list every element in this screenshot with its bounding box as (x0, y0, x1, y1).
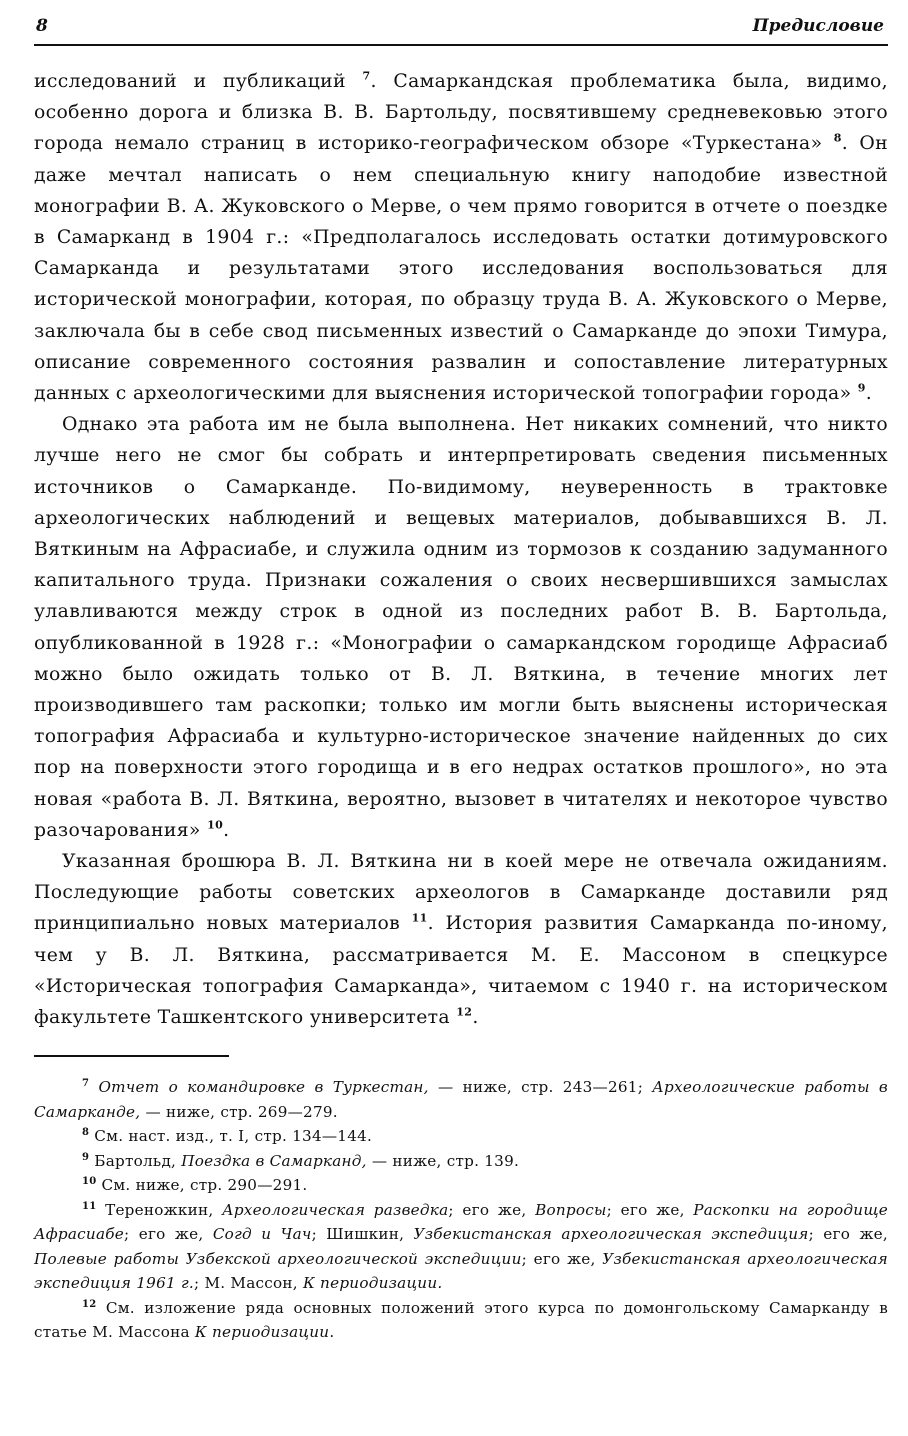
text-run: . История развития Самарканда по-иному, чем у В. Л. Вяткина, рассматривается М. Е. Массоном в спецкурсе «Историческая топография Самарканда», читаемом с 1940 г. на историческом факультете Ташкентского университета (34, 913, 888, 1029)
page-number: 8 (36, 16, 48, 36)
text-run: См. наст. изд., т. I, стр. 134—144. (94, 1127, 373, 1146)
text-run: . Самаркандская проблематика была, видимо, особенно дорога и близка В. В. Бартольду, посвятившему средневековью этого города немало страниц в историко-географическом обзоре «Туркестана» (34, 71, 888, 155)
footnote-ref-7: 7 (362, 69, 371, 83)
text-run: ; М. Массон, (194, 1274, 303, 1293)
text-run: . (472, 1007, 479, 1029)
running-title: Предисловие (752, 16, 884, 36)
main-text (34, 66, 888, 1033)
citation-title: Полевые работы Узбекской археологической экспедиции (34, 1249, 522, 1268)
footnote-number: 12 (82, 1298, 97, 1310)
text-run: Однако эта работа им не была выполнена. Нет никаких сомнений, что никто лучше него не смог бы собрать и интерпретировать сведения письменных источников о Самарканде. По-видимому, неуверенность в трактовке археологических наблюдений и вещевых материалов, добывавшихся В. Л. Вяткиным на Афрасиабе, и служила одним из тормозов к созданию задуманного капитального труда. Признаки сожаления о своих несвершившихся замыслах улавливаются между строк в одной из последних работ В. В. Бартольда, опубликованной в 1928 г.: «Монографии о самаркандском городище Афрасиаб можно было ожидать только от В. Л. Вяткина, в течение многих лет производившего там раскопки; только им могли быть выяснены историческая топография Афрасиаба и культурно-историческое значение найденных до сих пор на поверхности этого городища и в его недрах остатков прошлого», но эта новая «работа В. Л. Вяткина, вероятно, вызовет в читателях и некоторое чувство разочарования» (34, 414, 888, 841)
citation-title: К периодизации (194, 1323, 330, 1342)
book-page (34, 12, 888, 1422)
footnote-10 (34, 1173, 888, 1198)
footnote-ref-8: 8 (833, 132, 842, 146)
footnote-9 (34, 1149, 888, 1174)
text-run: ; его же, (521, 1249, 603, 1268)
footnote-ref-9: 9 (857, 381, 866, 395)
text-run: — ниже, стр. 269—279. (140, 1102, 338, 1121)
footnote-number: 10 (82, 1176, 97, 1188)
text-run: ; его же, (808, 1225, 888, 1244)
text-run: ; Шишкин, (311, 1225, 414, 1244)
text-run: Указанная брошюра В. Л. Вяткина ни в коей мере не отвечала ожиданиям. Последующие работы советских археологов в Самарканде доставили ряд принципиально новых материалов (34, 851, 888, 935)
footnote-8 (34, 1124, 888, 1149)
footnotes (34, 1075, 888, 1345)
text-run: ; его же, (448, 1200, 536, 1219)
page-header (34, 12, 888, 46)
footnote-number: 11 (82, 1200, 97, 1212)
paragraph-2 (34, 409, 888, 846)
text-run: . Он даже мечтал написать о нем специальную книгу наподобие известной монографии В. А. Жуковского о Мерве, о чем прямо говорится в отчете о поездке в Самарканд в 1904 г.: «Предполагалось исследовать остатки дотимуровского Самарканда и результатами этого исследования воспользоваться для исторической монографии, которая, по образцу труда В. А. Жуковского о Мерве, заключала бы в себе свод письменных известий о Самарканде до эпохи Тимура, описание современного состояния развалин и сопоставление литературных данных с археологическими для выяснения исторической топографии города» (34, 133, 888, 405)
text-run: См. ниже, стр. 290—291. (101, 1176, 308, 1195)
citation-title: Вопросы (535, 1200, 607, 1219)
footnote-ref-10: 10 (207, 818, 224, 832)
footnote-number: 9 (82, 1151, 90, 1163)
text-run: См. изложение ряда основных положений этого курса по домонгольскому Самарканду в статье М. Массона (34, 1298, 889, 1342)
footnote-number: 7 (82, 1078, 90, 1090)
paragraph-1 (34, 66, 888, 409)
text-run: . (865, 383, 873, 405)
citation-title: Согд и Чач (212, 1225, 312, 1244)
text-run: — ниже, стр. 139. (366, 1151, 520, 1170)
footnote-divider (34, 1055, 229, 1057)
text-run: . (223, 819, 230, 841)
text-run: ; его же, (124, 1225, 213, 1244)
citation-title: Узбекистанская археологическая экспедиция 1961 г. (34, 1249, 888, 1293)
footnote-ref-11: 11 (411, 912, 428, 926)
citation-title: Узбекистанская археологическая экспедиция (413, 1225, 809, 1244)
citation-title: Поездка в Самарканд, (181, 1151, 367, 1170)
citation-title: Раскопки на городище Афрасиабе (34, 1200, 889, 1244)
citation-title: Археологические работы в Самарканде, (34, 1078, 888, 1121)
footnote-11 (34, 1198, 888, 1296)
citation-title: Археологическая разведка (222, 1200, 449, 1219)
text-run: Бартольд, (94, 1151, 182, 1170)
text-run: . (329, 1323, 335, 1342)
footnote-12 (34, 1296, 888, 1345)
text-run: — ниже, стр. 243—261; (428, 1078, 653, 1097)
citation-title: К периодизации. (302, 1274, 443, 1293)
text-run: исследований и публикаций (34, 71, 363, 92)
footnote-ref-12: 12 (456, 1005, 473, 1019)
footnote-number: 8 (82, 1127, 90, 1139)
text-run: Тереножкин, (105, 1200, 223, 1219)
text-run: ; его же, (606, 1200, 694, 1219)
paragraph-3 (34, 846, 888, 1033)
citation-title: Отчет о командировке в Туркестан, (98, 1078, 429, 1097)
footnote-7 (34, 1075, 888, 1124)
